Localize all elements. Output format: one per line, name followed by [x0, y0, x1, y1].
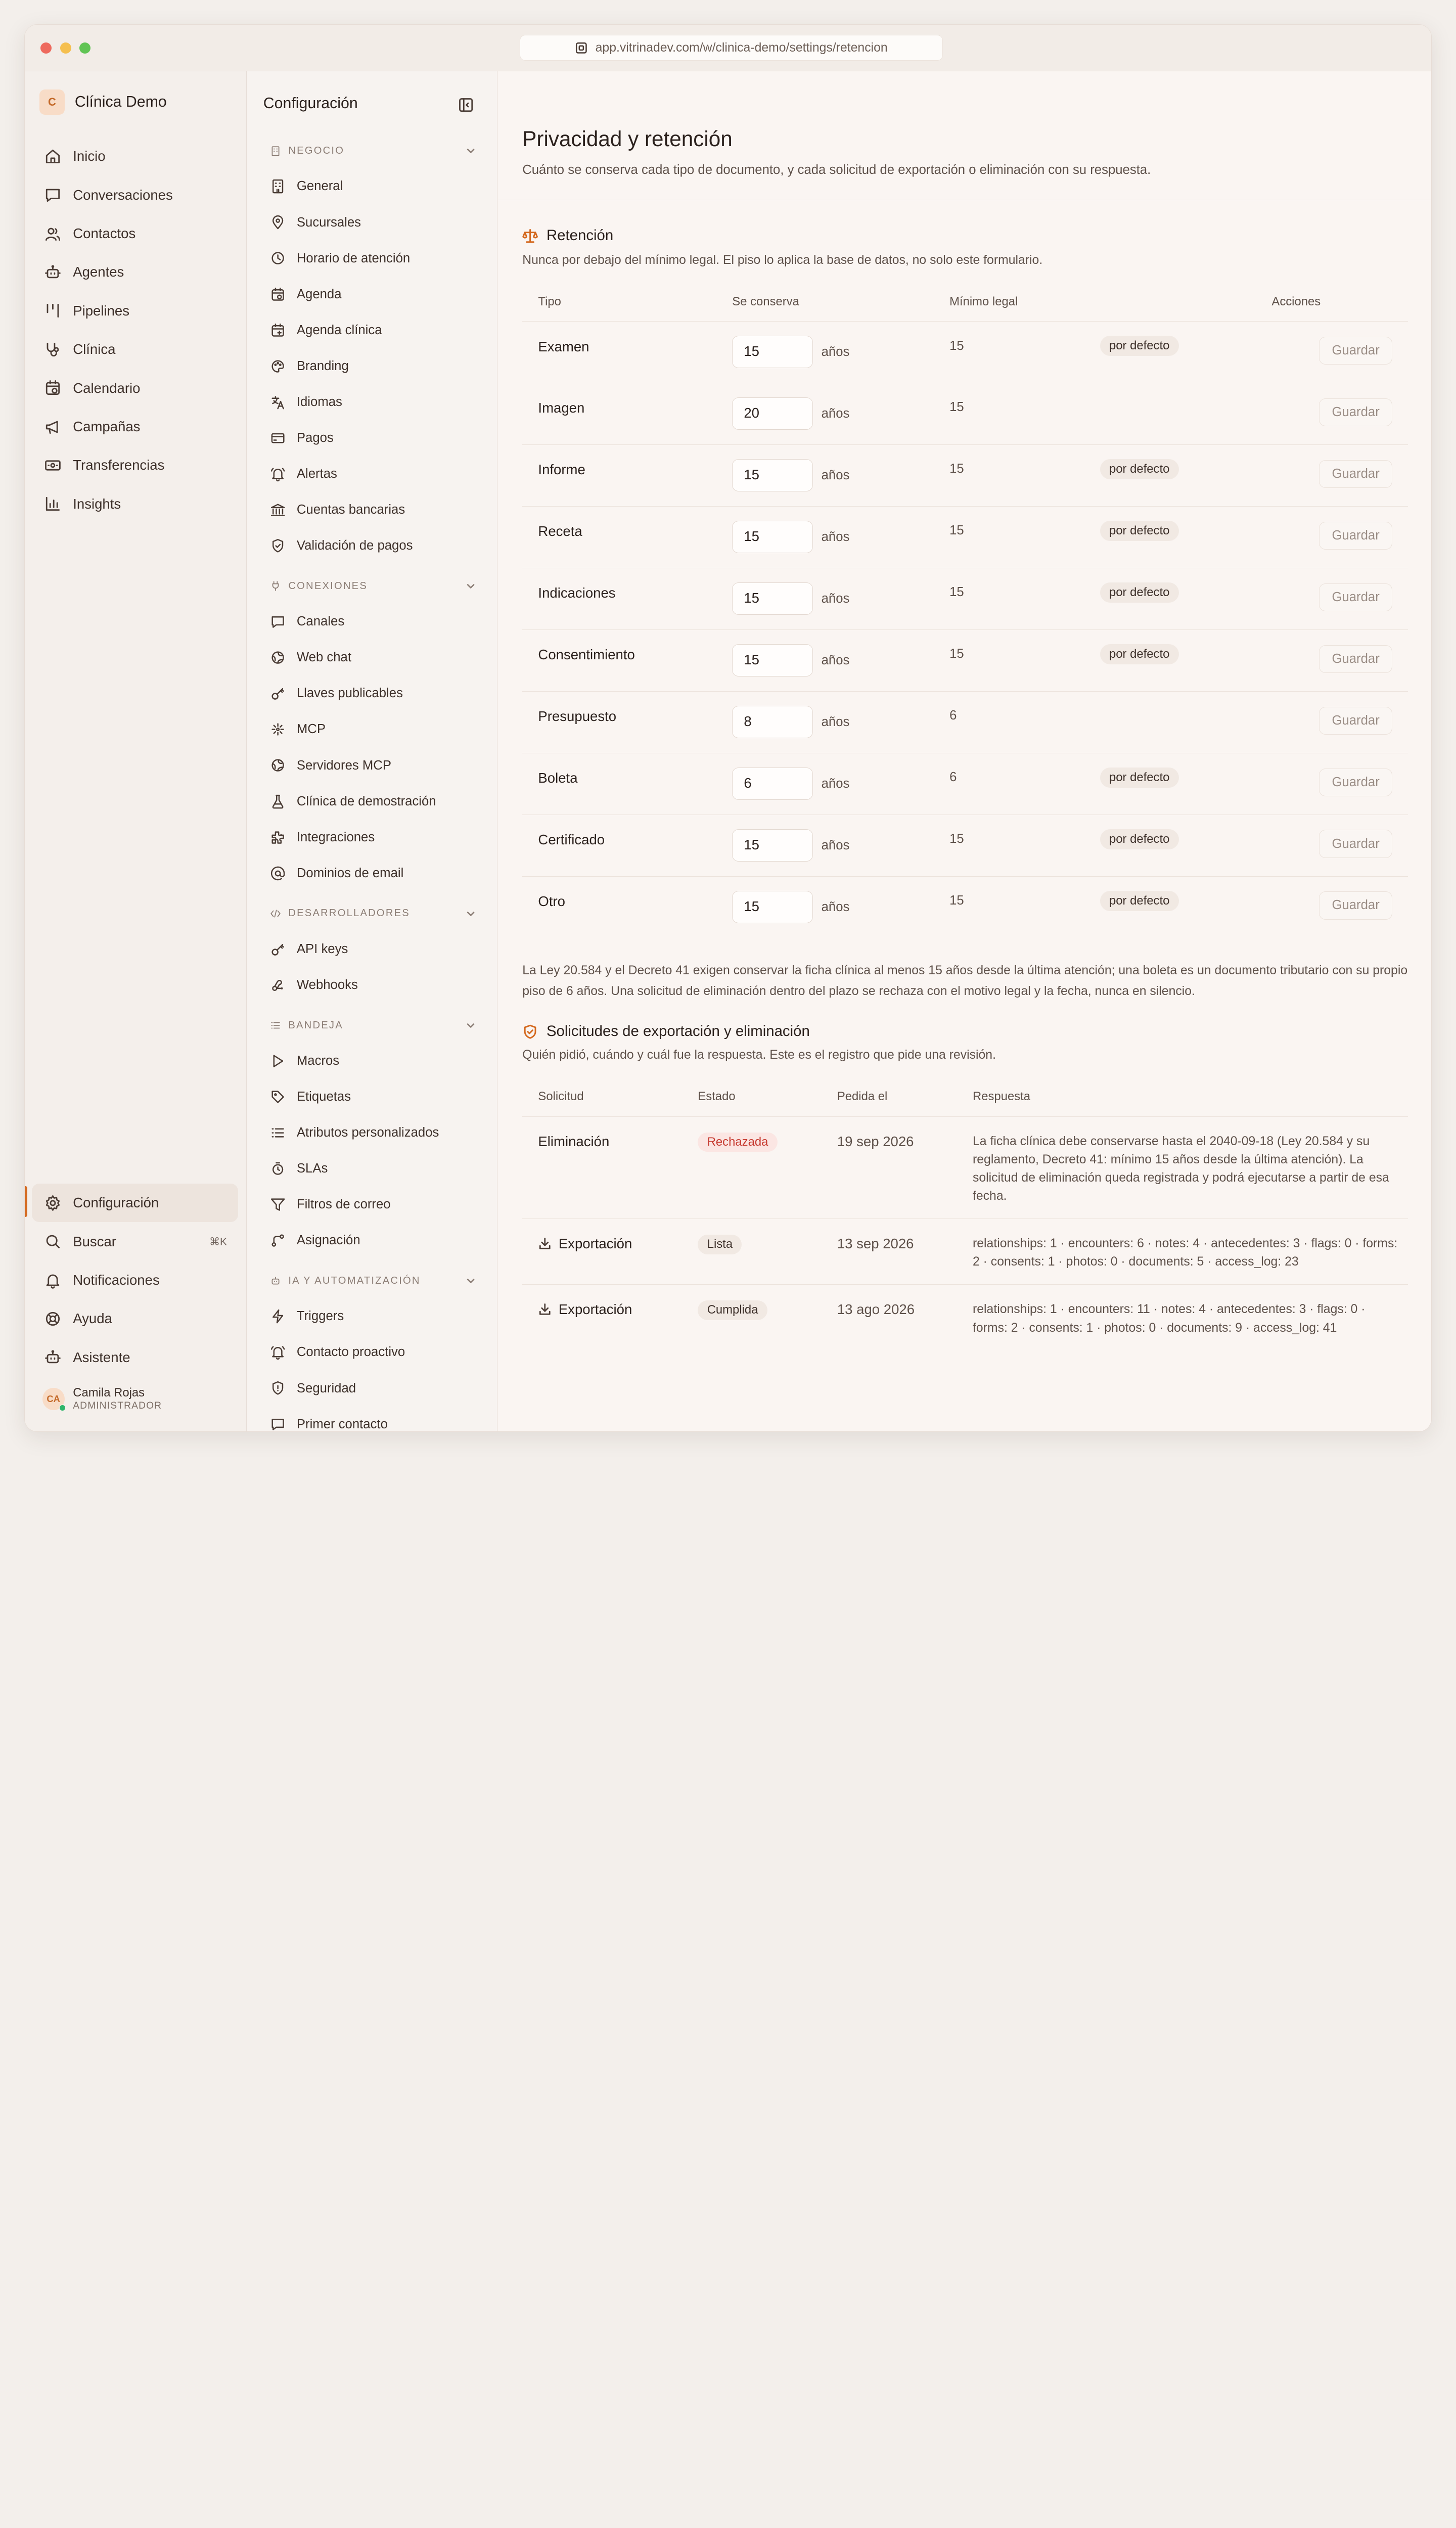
table-row	[522, 877, 1408, 938]
doc-type: Otro	[538, 893, 565, 910]
nav-item-conversaciones[interactable]	[32, 175, 238, 214]
save-button[interactable]: Guardar	[1319, 769, 1392, 796]
settings-item-slas[interactable]	[259, 1151, 482, 1187]
bell-icon	[44, 1272, 62, 1289]
doc-type: Consentimiento	[538, 647, 635, 663]
secondary-nav	[32, 1184, 238, 1377]
years-input[interactable]: 15	[732, 459, 813, 491]
webhook-icon	[270, 977, 286, 993]
url-text: app.vitrinadev.com/w/clinica-demo/settings/retencion	[595, 40, 888, 55]
settings-item-label: General	[296, 179, 343, 194]
settings-item-branding[interactable]	[259, 348, 482, 384]
bell-ring-icon	[270, 1344, 286, 1360]
settings-item-label: Alertas	[296, 467, 337, 481]
requests-table	[522, 1078, 1408, 1350]
page-title: Privacidad y retención	[522, 126, 733, 151]
settings-section-conexiones[interactable]	[259, 573, 482, 599]
user-menu[interactable]	[42, 1386, 162, 1412]
doc-type: Indicaciones	[538, 585, 616, 601]
gear-icon	[44, 1194, 62, 1212]
nav-item-label: Inicio	[73, 148, 106, 164]
settings-item-clinica-de-demostracion[interactable]	[259, 784, 482, 820]
years-input[interactable]: 15	[732, 582, 813, 615]
request-row	[522, 1117, 1408, 1219]
default-badge: por defecto	[1100, 459, 1179, 479]
minimize-window-button[interactable]	[60, 42, 71, 54]
tag-icon	[270, 1089, 286, 1105]
settings-item-label: Servidores MCP	[296, 758, 391, 773]
default-badge: por defecto	[1100, 644, 1179, 664]
settings-item-label: Macros	[296, 1053, 340, 1068]
settings-item-horario-de-atencion[interactable]	[259, 241, 482, 277]
nav-item-insights[interactable]	[32, 485, 238, 523]
home-icon	[44, 148, 62, 165]
banknote-icon	[44, 457, 62, 474]
settings-item-llaves-publicables[interactable]	[259, 675, 482, 711]
settings-item-label: Triggers	[296, 1309, 344, 1324]
settings-item-contacto-proactivo[interactable]	[259, 1334, 482, 1370]
scale-icon	[522, 228, 538, 244]
nav-item-label: Agentes	[73, 264, 124, 280]
table-row	[522, 322, 1408, 383]
key-icon	[270, 941, 286, 957]
online-status-dot	[59, 1405, 66, 1411]
download-icon	[538, 1302, 552, 1317]
request-response: relationships: 1 · encounters: 6 · notes: 4 · antecedentes: 3 · flags: 0 · forms: 2 · consents: 1 · photos: 0 · documents: 5 · access_log: 23	[973, 1236, 1398, 1269]
unit-label: años	[821, 838, 850, 853]
settings-item-integraciones[interactable]	[259, 820, 482, 855]
settings-nav	[247, 71, 497, 1432]
settings-item-dominios-de-email[interactable]	[259, 855, 482, 891]
bot-icon	[44, 1348, 62, 1366]
nav-item-label: Clínica	[73, 341, 116, 357]
nav-item-ayuda[interactable]	[32, 1299, 238, 1338]
settings-item-label: Horario de atención	[296, 251, 411, 265]
credit-card-icon	[270, 430, 286, 446]
shield-check-icon	[522, 1024, 538, 1040]
settings-item-cuentas-bancarias[interactable]	[259, 492, 482, 528]
settings-item-canales[interactable]	[259, 604, 482, 640]
puzzle-icon	[270, 830, 286, 845]
section-label: BANDEJA	[288, 1019, 343, 1031]
address-bar[interactable]	[520, 35, 943, 61]
request-row	[522, 1219, 1408, 1285]
requests-rows	[522, 1117, 1408, 1350]
workspace-avatar: C	[39, 89, 65, 115]
legal-minimum: 15	[949, 893, 964, 908]
settings-section-desarrolladores[interactable]	[259, 900, 482, 926]
settings-item-atributos-personalizados[interactable]	[259, 1115, 482, 1151]
settings-list	[259, 138, 482, 1432]
shield-alert-icon	[270, 1380, 286, 1396]
settings-item-label: MCP	[296, 722, 326, 737]
unit-label: años	[821, 899, 850, 914]
calendar-plus-icon	[270, 323, 286, 338]
unit-label: años	[821, 715, 850, 730]
nav-item-label: Pipelines	[73, 302, 130, 319]
nav-item-label: Buscar	[73, 1233, 116, 1249]
col-respuesta: Respuesta	[973, 1090, 1031, 1104]
settings-item-mcp[interactable]	[259, 711, 482, 747]
avatar	[42, 1388, 65, 1410]
unit-label: años	[821, 777, 850, 791]
settings-item-label: Validación de pagos	[296, 538, 413, 553]
filter-icon	[270, 1197, 286, 1212]
col-conserva: Se conserva	[732, 295, 799, 309]
settings-item-label: Atributos personalizados	[296, 1125, 439, 1140]
nav-item-label: Conversaciones	[73, 187, 173, 203]
nav-item-configuracion[interactable]	[32, 1184, 238, 1222]
request-type-label: Exportación	[558, 1235, 632, 1251]
user-name: Camila Rojas	[73, 1386, 145, 1400]
request-type-label: Eliminación	[538, 1133, 610, 1149]
settings-section-negocio[interactable]	[259, 138, 482, 164]
retention-subtitle: Nunca por debajo del mínimo legal. El piso lo aplica la base de datos, no solo este formulario.	[522, 253, 1043, 267]
nav-item-inicio[interactable]	[32, 137, 238, 175]
section-label: CONEXIONES	[288, 580, 368, 592]
nav-item-label: Insights	[73, 495, 121, 512]
settings-item-filtros-de-correo[interactable]	[259, 1187, 482, 1223]
settings-item-validacion-de-pagos[interactable]	[259, 528, 482, 564]
section-label: IA Y AUTOMATIZACIÓN	[288, 1275, 421, 1286]
timer-icon	[270, 1161, 286, 1177]
zap-icon	[270, 1308, 286, 1324]
legal-minimum: 6	[949, 770, 957, 785]
request-type	[538, 1236, 632, 1252]
settings-item-label: API keys	[296, 941, 348, 956]
request-date: 13 ago 2026	[837, 1301, 915, 1318]
settings-item-pagos[interactable]	[259, 420, 482, 456]
years-input[interactable]: 20	[732, 397, 813, 430]
active-indicator	[25, 1186, 28, 1217]
unit-label: años	[821, 592, 850, 606]
settings-section-ia-y-automatizacion[interactable]	[259, 1268, 482, 1294]
main-content	[497, 71, 1432, 1432]
table-row	[522, 445, 1408, 507]
years-input[interactable]: 15	[732, 891, 813, 923]
nav-item-buscar[interactable]	[32, 1222, 238, 1260]
zoom-window-button[interactable]	[79, 42, 90, 54]
request-date: 19 sep 2026	[837, 1133, 914, 1149]
doc-type: Receta	[538, 523, 582, 539]
years-input[interactable]: 8	[732, 706, 813, 738]
settings-item-label: Agenda	[296, 287, 342, 301]
years-input[interactable]: 15	[732, 521, 813, 553]
browser-window	[24, 24, 1432, 1432]
settings-item-label: Llaves publicables	[296, 686, 403, 701]
section-label: NEGOCIO	[288, 145, 345, 157]
settings-item-triggers[interactable]	[259, 1298, 482, 1334]
nav-item-calendario[interactable]	[32, 369, 238, 407]
main-sidebar	[25, 71, 247, 1432]
retention-table	[522, 283, 1408, 938]
col-estado: Estado	[698, 1090, 736, 1104]
status-badge: Cumplida	[698, 1300, 767, 1320]
settings-item-asignacion[interactable]	[259, 1223, 482, 1258]
save-button[interactable]: Guardar	[1319, 583, 1392, 611]
requests-heading	[522, 1023, 810, 1040]
request-date: 13 sep 2026	[837, 1235, 914, 1251]
settings-item-label: Primer contacto	[296, 1417, 388, 1431]
unit-label: años	[821, 653, 850, 668]
nav-item-label: Calendario	[73, 380, 141, 396]
user-role: ADMINISTRADOR	[73, 1400, 162, 1411]
retention-heading	[522, 227, 613, 244]
chevron-down-icon[interactable]	[466, 1276, 476, 1286]
building-icon	[270, 178, 286, 194]
pipeline-icon	[44, 302, 62, 320]
titlebar	[25, 25, 1431, 71]
doc-type: Imagen	[538, 400, 585, 416]
settings-item-label: Cuentas bancarias	[296, 503, 405, 517]
workspace-switcher[interactable]	[39, 89, 167, 115]
message-square-icon	[270, 614, 286, 629]
request-type	[538, 1301, 632, 1318]
settings-item-label: Clínica de demostración	[296, 794, 436, 808]
lifebuoy-icon	[44, 1310, 62, 1328]
message-square-icon	[270, 1416, 286, 1432]
doc-type: Informe	[538, 462, 585, 478]
close-window-button[interactable]	[40, 42, 52, 54]
table-row	[522, 753, 1408, 815]
clock-icon	[270, 250, 286, 266]
site-icon	[575, 41, 588, 55]
nav-item-label: Transferencias	[73, 457, 165, 473]
save-button[interactable]: Guardar	[1319, 522, 1392, 550]
table-row	[522, 568, 1408, 630]
requests-subtitle: Quién pidió, cuándo y cuál fue la respuesta. Este es el registro que pide una revisión.	[522, 1048, 996, 1062]
table-row	[522, 630, 1408, 692]
palette-icon	[270, 358, 286, 374]
at-sign-icon	[270, 866, 286, 881]
nav-item-pipelines[interactable]	[32, 292, 238, 330]
search-icon	[44, 1233, 62, 1250]
settings-item-label: Dominios de email	[296, 866, 404, 880]
legal-minimum: 6	[949, 708, 957, 723]
legal-minimum: 15	[949, 338, 964, 353]
nav-item-transferencias[interactable]	[32, 446, 238, 484]
years-input[interactable]: 6	[732, 768, 813, 800]
settings-item-servidores-mcp[interactable]	[259, 748, 482, 784]
retention-rows	[522, 322, 1408, 938]
bar-chart-icon	[44, 495, 62, 513]
doc-type: Boleta	[538, 770, 578, 786]
bell-ring-icon	[270, 466, 286, 482]
settings-item-idiomas[interactable]	[259, 384, 482, 420]
chevron-down-icon[interactable]	[466, 581, 476, 591]
nav-item-clinica[interactable]	[32, 330, 238, 369]
doc-type: Presupuesto	[538, 708, 617, 725]
nav-item-label: Notificaciones	[73, 1272, 160, 1288]
years-input[interactable]: 15	[732, 644, 813, 676]
chevron-down-icon[interactable]	[466, 146, 476, 156]
nav-item-asistente[interactable]	[32, 1338, 238, 1377]
route-icon	[270, 1233, 286, 1248]
settings-item-sucursales[interactable]	[259, 204, 482, 240]
settings-item-label: Idiomas	[296, 394, 342, 409]
settings-item-label: Branding	[296, 358, 349, 373]
settings-item-label: SLAs	[296, 1161, 328, 1176]
save-button[interactable]: Guardar	[1319, 707, 1392, 735]
settings-item-api-keys[interactable]	[259, 931, 482, 967]
primary-nav	[32, 137, 238, 523]
download-icon	[538, 1237, 552, 1251]
requests-table-header	[522, 1078, 1408, 1117]
status-badge: Rechazada	[698, 1133, 777, 1152]
settings-item-agenda-clinica[interactable]	[259, 312, 482, 348]
settings-item-label: Integraciones	[296, 830, 375, 844]
default-badge: por defecto	[1100, 891, 1179, 911]
default-badge: por defecto	[1100, 829, 1179, 849]
play-icon	[270, 1053, 286, 1069]
megaphone-icon	[44, 418, 62, 436]
code-icon	[270, 908, 281, 919]
shield-check-icon	[270, 538, 286, 554]
default-badge: por defecto	[1100, 336, 1179, 356]
unit-label: años	[821, 530, 850, 545]
globe-icon	[270, 650, 286, 665]
save-button[interactable]: Guardar	[1319, 891, 1392, 919]
settings-item-label: Asignación	[296, 1233, 360, 1248]
settings-item-label: Pagos	[296, 430, 334, 445]
sparkles-icon	[270, 721, 286, 737]
settings-item-label: Sucursales	[296, 215, 361, 230]
years-input[interactable]: 15	[732, 336, 813, 368]
settings-item-webhooks[interactable]	[259, 967, 482, 1003]
nav-item-notificaciones[interactable]	[32, 1261, 238, 1299]
settings-item-label: Agenda clínica	[296, 323, 382, 337]
map-pin-icon	[270, 214, 286, 230]
settings-item-label: Contacto proactivo	[296, 1345, 405, 1360]
save-button[interactable]: Guardar	[1319, 830, 1392, 857]
nav-item-label: Contactos	[73, 225, 136, 241]
list-icon	[270, 1020, 281, 1031]
bank-icon	[270, 502, 286, 518]
nav-item-label: Asistente	[73, 1349, 130, 1365]
settings-item-primer-contacto[interactable]	[259, 1407, 482, 1432]
settings-item-seguridad[interactable]	[259, 1370, 482, 1406]
doc-type: Certificado	[538, 832, 605, 848]
save-button[interactable]: Guardar	[1319, 337, 1392, 365]
calendar-clock-icon	[44, 379, 62, 397]
settings-item-label: Canales	[296, 614, 345, 629]
chevron-down-icon[interactable]	[466, 1020, 476, 1030]
collapse-panel-icon[interactable]	[458, 97, 474, 113]
settings-item-label: Web chat	[296, 650, 351, 665]
requests-title: Solicitudes de exportación y eliminación	[546, 1023, 810, 1040]
settings-title: Configuración	[263, 95, 358, 112]
col-acciones: Acciones	[1271, 295, 1321, 309]
legal-note: La Ley 20.584 y el Decreto 41 exigen conservar la ficha clínica al menos 15 años desde la última atención; una boleta es un documento tributario con su propio piso de 6 años. Una solicitud de eliminación dentro del plazo se rechaza con el motivo legal y la fecha, nunca en silencio.	[522, 964, 1408, 998]
nav-item-campanas[interactable]	[32, 408, 238, 446]
table-row	[522, 383, 1408, 445]
nav-item-agentes[interactable]	[32, 253, 238, 291]
key-icon	[270, 686, 286, 701]
save-button[interactable]: Guardar	[1319, 398, 1392, 426]
settings-item-agenda[interactable]	[259, 277, 482, 312]
settings-item-web-chat[interactable]	[259, 640, 482, 675]
request-response: La ficha clínica debe conservarse hasta el 2040-09-18 (Ley 20.584 y su reglamento, Decreto 41: mínimo 15 años desde la última atención). La solicitud de eliminación queda registrada y podrá ejecutarse a partir de esa fecha.	[973, 1134, 1389, 1203]
save-button[interactable]: Guardar	[1319, 645, 1392, 673]
chevron-down-icon[interactable]	[466, 909, 476, 919]
table-row	[522, 815, 1408, 877]
unit-label: años	[821, 468, 850, 483]
save-button[interactable]: Guardar	[1319, 460, 1392, 488]
default-badge: por defecto	[1100, 768, 1179, 788]
legal-minimum: 15	[949, 832, 964, 846]
avatar-initials: CA	[47, 1393, 60, 1405]
page-subtitle: Cuánto se conserva cada tipo de documento, y cada solicitud de exportación o eliminación con su respuesta.	[522, 163, 1151, 177]
request-response: relationships: 1 · encounters: 11 · notes: 4 · antecedentes: 3 · flags: 0 · forms: 2 · consents: 1 · photos: 0 · documents: 9 · access_log: 41	[973, 1302, 1366, 1335]
users-icon	[44, 225, 62, 243]
stethoscope-icon	[44, 341, 62, 358]
globe-icon	[270, 757, 286, 773]
legal-minimum: 15	[949, 400, 964, 415]
col-solicitud: Solicitud	[538, 1090, 584, 1104]
settings-item-label: Webhooks	[296, 977, 358, 992]
request-type-label: Exportación	[558, 1301, 632, 1318]
legal-minimum: 15	[949, 647, 964, 661]
calendar-clock-icon	[270, 287, 286, 302]
settings-item-label: Filtros de correo	[296, 1197, 391, 1212]
default-badge: por defecto	[1100, 521, 1179, 541]
plug-icon	[270, 580, 281, 592]
workspace-name: Clínica Demo	[74, 94, 167, 111]
chat-icon	[44, 186, 62, 204]
shortcut-hint: ⌘K	[209, 1236, 228, 1248]
settings-section-bandeja[interactable]	[259, 1012, 482, 1038]
nav-item-label: Ayuda	[73, 1311, 112, 1327]
bot-icon	[270, 1275, 281, 1286]
nav-item-label: Campañas	[73, 419, 141, 435]
retention-title: Retención	[546, 227, 614, 244]
request-row	[522, 1285, 1408, 1350]
bot-icon	[44, 263, 62, 281]
settings-item-macros[interactable]	[259, 1043, 482, 1079]
section-label: DESARROLLADORES	[288, 908, 410, 919]
years-input[interactable]: 15	[732, 829, 813, 862]
table-row	[522, 692, 1408, 753]
col-minimo: Mínimo legal	[949, 295, 1018, 309]
settings-item-label: Etiquetas	[296, 1090, 351, 1104]
settings-item-general[interactable]	[259, 168, 482, 204]
status-badge: Lista	[698, 1235, 742, 1254]
legal-minimum: 15	[949, 585, 964, 600]
doc-type: Examen	[538, 338, 589, 354]
legal-minimum: 15	[949, 462, 964, 476]
col-pedida: Pedida el	[837, 1090, 888, 1104]
nav-item-contactos[interactable]	[32, 214, 238, 253]
flask-icon	[270, 794, 286, 809]
settings-item-alertas[interactable]	[259, 456, 482, 492]
col-tipo: Tipo	[538, 295, 561, 309]
retention-table-header	[522, 283, 1408, 322]
settings-item-label: Seguridad	[296, 1381, 356, 1395]
building-icon	[270, 146, 281, 157]
list-icon	[270, 1125, 286, 1141]
languages-icon	[270, 394, 286, 410]
legal-minimum: 15	[949, 523, 964, 538]
unit-label: años	[821, 345, 850, 359]
table-row	[522, 507, 1408, 568]
request-type	[538, 1134, 609, 1150]
default-badge: por defecto	[1100, 582, 1179, 603]
nav-item-label: Configuración	[73, 1195, 159, 1211]
unit-label: años	[821, 407, 850, 421]
settings-item-etiquetas[interactable]	[259, 1079, 482, 1115]
